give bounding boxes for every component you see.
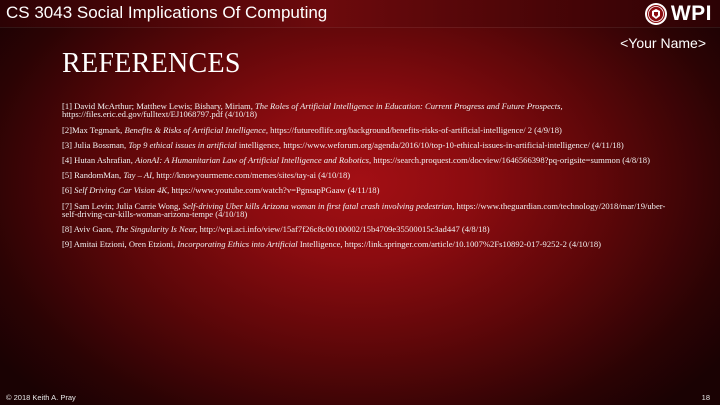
reference-authors: [9] Amitai Etzioni, Oren Etzioni,	[62, 239, 178, 250]
reference-authors: [6]	[62, 185, 75, 196]
wpi-logo	[644, 1, 712, 26]
author-placeholder: <Your Name>	[620, 35, 706, 51]
references-list	[62, 102, 672, 256]
reference-source: https://www.theguardian.com/technology/2018/mar/19/uber-self-driving-car-kills-woman-arizona-tempe (4/10/18)	[62, 200, 666, 220]
reference-authors: [7] Sam Levin; Julia Carrie Wong,	[62, 200, 183, 211]
reference-item	[62, 102, 672, 119]
reference-item	[62, 171, 672, 179]
reference-item	[62, 202, 672, 219]
course-title: CS 3043 Social Implications Of Computing	[6, 3, 328, 22]
reference-source: Intelligence, https://link.springer.com/article/10.1007%2Fs10892-017-9252-2 (4/10/18)	[297, 239, 602, 250]
reference-item	[62, 225, 672, 233]
reference-title: Self-driving Uber kills Arizona woman in first fatal crash involving pedestrian,	[182, 200, 455, 211]
reference-authors: [5] RandomMan,	[62, 170, 124, 181]
reference-authors: [4] Hutan Ashrafian,	[62, 155, 136, 166]
footer-copyright: © 2018 Keith A. Pray	[6, 393, 76, 402]
reference-source: intelligence, https://www.weforum.org/agenda/2016/10/top-10-ethical-issues-in-artificial-intelligence/ (4/11/18)	[236, 139, 624, 150]
reference-item	[62, 141, 672, 149]
wpi-logo-text: WPI	[670, 1, 712, 25]
reference-title: Incorporating Ethics into Artificial	[177, 239, 298, 250]
reference-authors: [3] Julia Bossman,	[62, 139, 129, 150]
reference-source: http://knowyourmeme.com/memes/sites/tay-ai (4/10/18)	[154, 170, 351, 181]
reference-item	[62, 186, 672, 194]
title-bar	[0, 0, 720, 27]
reference-item	[62, 156, 672, 164]
reference-title: Benefits & Risks of Artificial Intelligence,	[124, 124, 269, 135]
reference-source: https://www.youtube.com/watch?v=PgnsapPGaaw (4/11/18)	[169, 185, 380, 196]
reference-title: Tay – AI,	[123, 170, 155, 181]
reference-item	[62, 240, 672, 248]
slide-title: REFERENCES	[62, 48, 241, 79]
reference-source: https://futureoflife.org/background/benefits-risks-of-artificial-intelligence/ 2 (4/9/18)	[268, 124, 562, 135]
reference-title: The Singularity Is Near,	[115, 224, 198, 235]
reference-authors: [1] David McArthur; Matthew Lewis; Bishary, Miriam,	[62, 101, 256, 111]
reference-source: http://wpi.aci.info/view/15af7f26c8c00100002/15b4709e35500015c3ad447 (4/8/18)	[197, 224, 490, 235]
reference-title: The Roles of Artificial Intelligence in Education: Current Progress and Future Prospects,	[255, 101, 563, 111]
reference-title: AionAI: A Humanitarian Law of Artificial Intelligence and Robotics,	[135, 155, 372, 166]
reference-title: Self Driving Car Vision 4K,	[74, 185, 170, 196]
page-number: 18	[701, 393, 710, 402]
wpi-seal-icon	[644, 2, 668, 26]
reference-source: https://files.eric.ed.gov/fulltext/EJ1068797.pdf (4/10/18)	[62, 109, 258, 120]
reference-source: https://search.proquest.com/docview/1646566398?pq-origsite=summon (4/8/18)	[371, 155, 650, 166]
reference-authors: [2]Max Tegmark,	[62, 124, 125, 135]
reference-title: Top 9 ethical issues in artificial	[128, 139, 237, 150]
reference-item	[62, 126, 672, 134]
reference-authors: [8] Aviv Gaon,	[62, 224, 116, 235]
